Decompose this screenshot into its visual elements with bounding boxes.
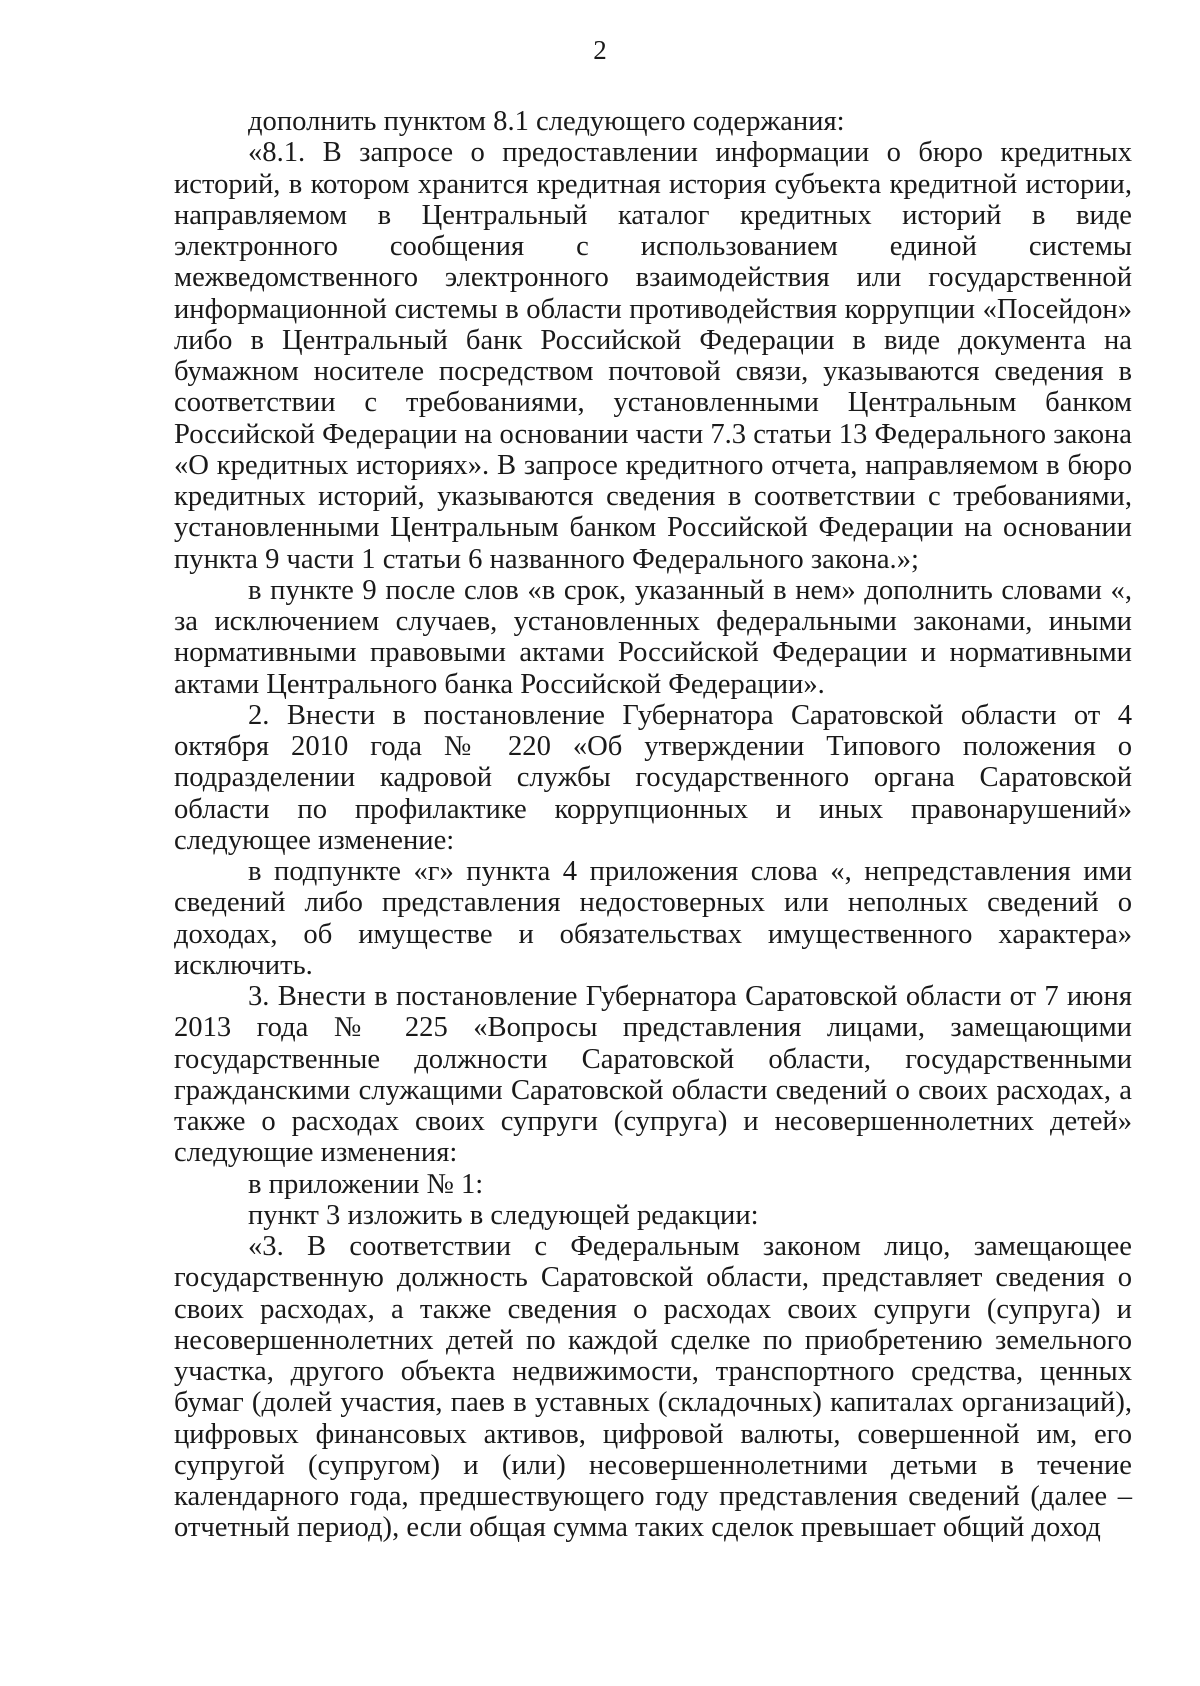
- paragraph-intro: дополнить пунктом 8.1 следующего содержания:: [248, 106, 845, 137]
- paragraph-appendix-1: в приложении № 1:: [248, 1168, 484, 1200]
- page-number: 2: [593, 35, 607, 65]
- paragraph-subpoint-g: в подпункте «г» пункта 4 приложения слова «, непредставления ими сведений либо представления недостоверных или неполных сведений о доходах, об имуществе и обязательствах имущественного характера» исключить.: [174, 856, 1132, 981]
- paragraph-point-3-intro: пункт 3 изложить в следующей редакции:: [248, 1199, 759, 1231]
- document-body: [174, 106, 1132, 1544]
- paragraph-point-9: в пункте 9 после слов «в срок, указанный в нем» дополнить словами «, за исключением случаев, установленных федеральными законами, иными нормативными правовыми актами Российской Федерации и нормативными актами Центрального банка Российской Федерации».: [174, 574, 1132, 700]
- paragraph-point-3-text: «3. В соответствии с Федеральным законом лицо, замещающее государственную должность Саратовской области, представляет сведения о своих расходах, а также сведения о расходах своих супруги (супруга) и несовершеннолетних детей по каждой сделке по приобретению земельного участка, другого объекта недвижимости, транспортного средства, ценных бумаг (долей участия, паев в уставных (складочных) капиталах организаций), цифровых финансовых активов, цифровой валюты, совершенной им, его супругой (супругом) и (или) несовершеннолетними детьми в течение календарного года, предшествующего году представления сведений (далее – отчетный период), если общая сумма таких сделок превышает общий доход: [174, 1231, 1132, 1544]
- paragraph-section-2: 2. Внести в постановление Губернатора Саратовской области от 4 октября 2010 года № 220 «Об утверждении Типового положения о подразделении кадровой службы государственного органа Саратовской области по профилактике коррупционных и иных правонарушений» следующее изменение:: [174, 699, 1132, 856]
- paragraph-8-1: «8.1. В запросе о предоставлении информации о бюро кредитных историй, в котором хранится кредитная история субъекта кредитной истории, направляемом в Центральный каталог кредитных историй в виде электронного сообщения с использованием единой системы межведомственного электронного взаимодействия или государственной информационной системы в области противодействия коррупции «Посейдон» либо в Центральный банк Российской Федерации в виде документа на бумажном носителе посредством почтовой связи, указываются сведения в соответствии с требованиями, установленными Центральным банком Российской Федерации на основании части 7.3 статьи 13 Федерального закона «О кредитных историях». В запросе кредитного отчета, направляемом в бюро кредитных историй, указываются сведения в соответствии с требованиями, установленными Центральным банком Российской Федерации на основании пункта 9 части 1 статьи 6 названного Федерального закона.»;: [174, 137, 1132, 575]
- paragraph-section-3: 3. Внести в постановление Губернатора Саратовской области от 7 июня 2013 года № 225 «Вопросы представления лицами, замещающими государственные должности Саратовской области, государственными гражданскими служащими Саратовской области сведений о своих расходах, а также о расходах своих супруги (супруга) и несовершеннолетних детей» следующие изменения:: [174, 981, 1132, 1169]
